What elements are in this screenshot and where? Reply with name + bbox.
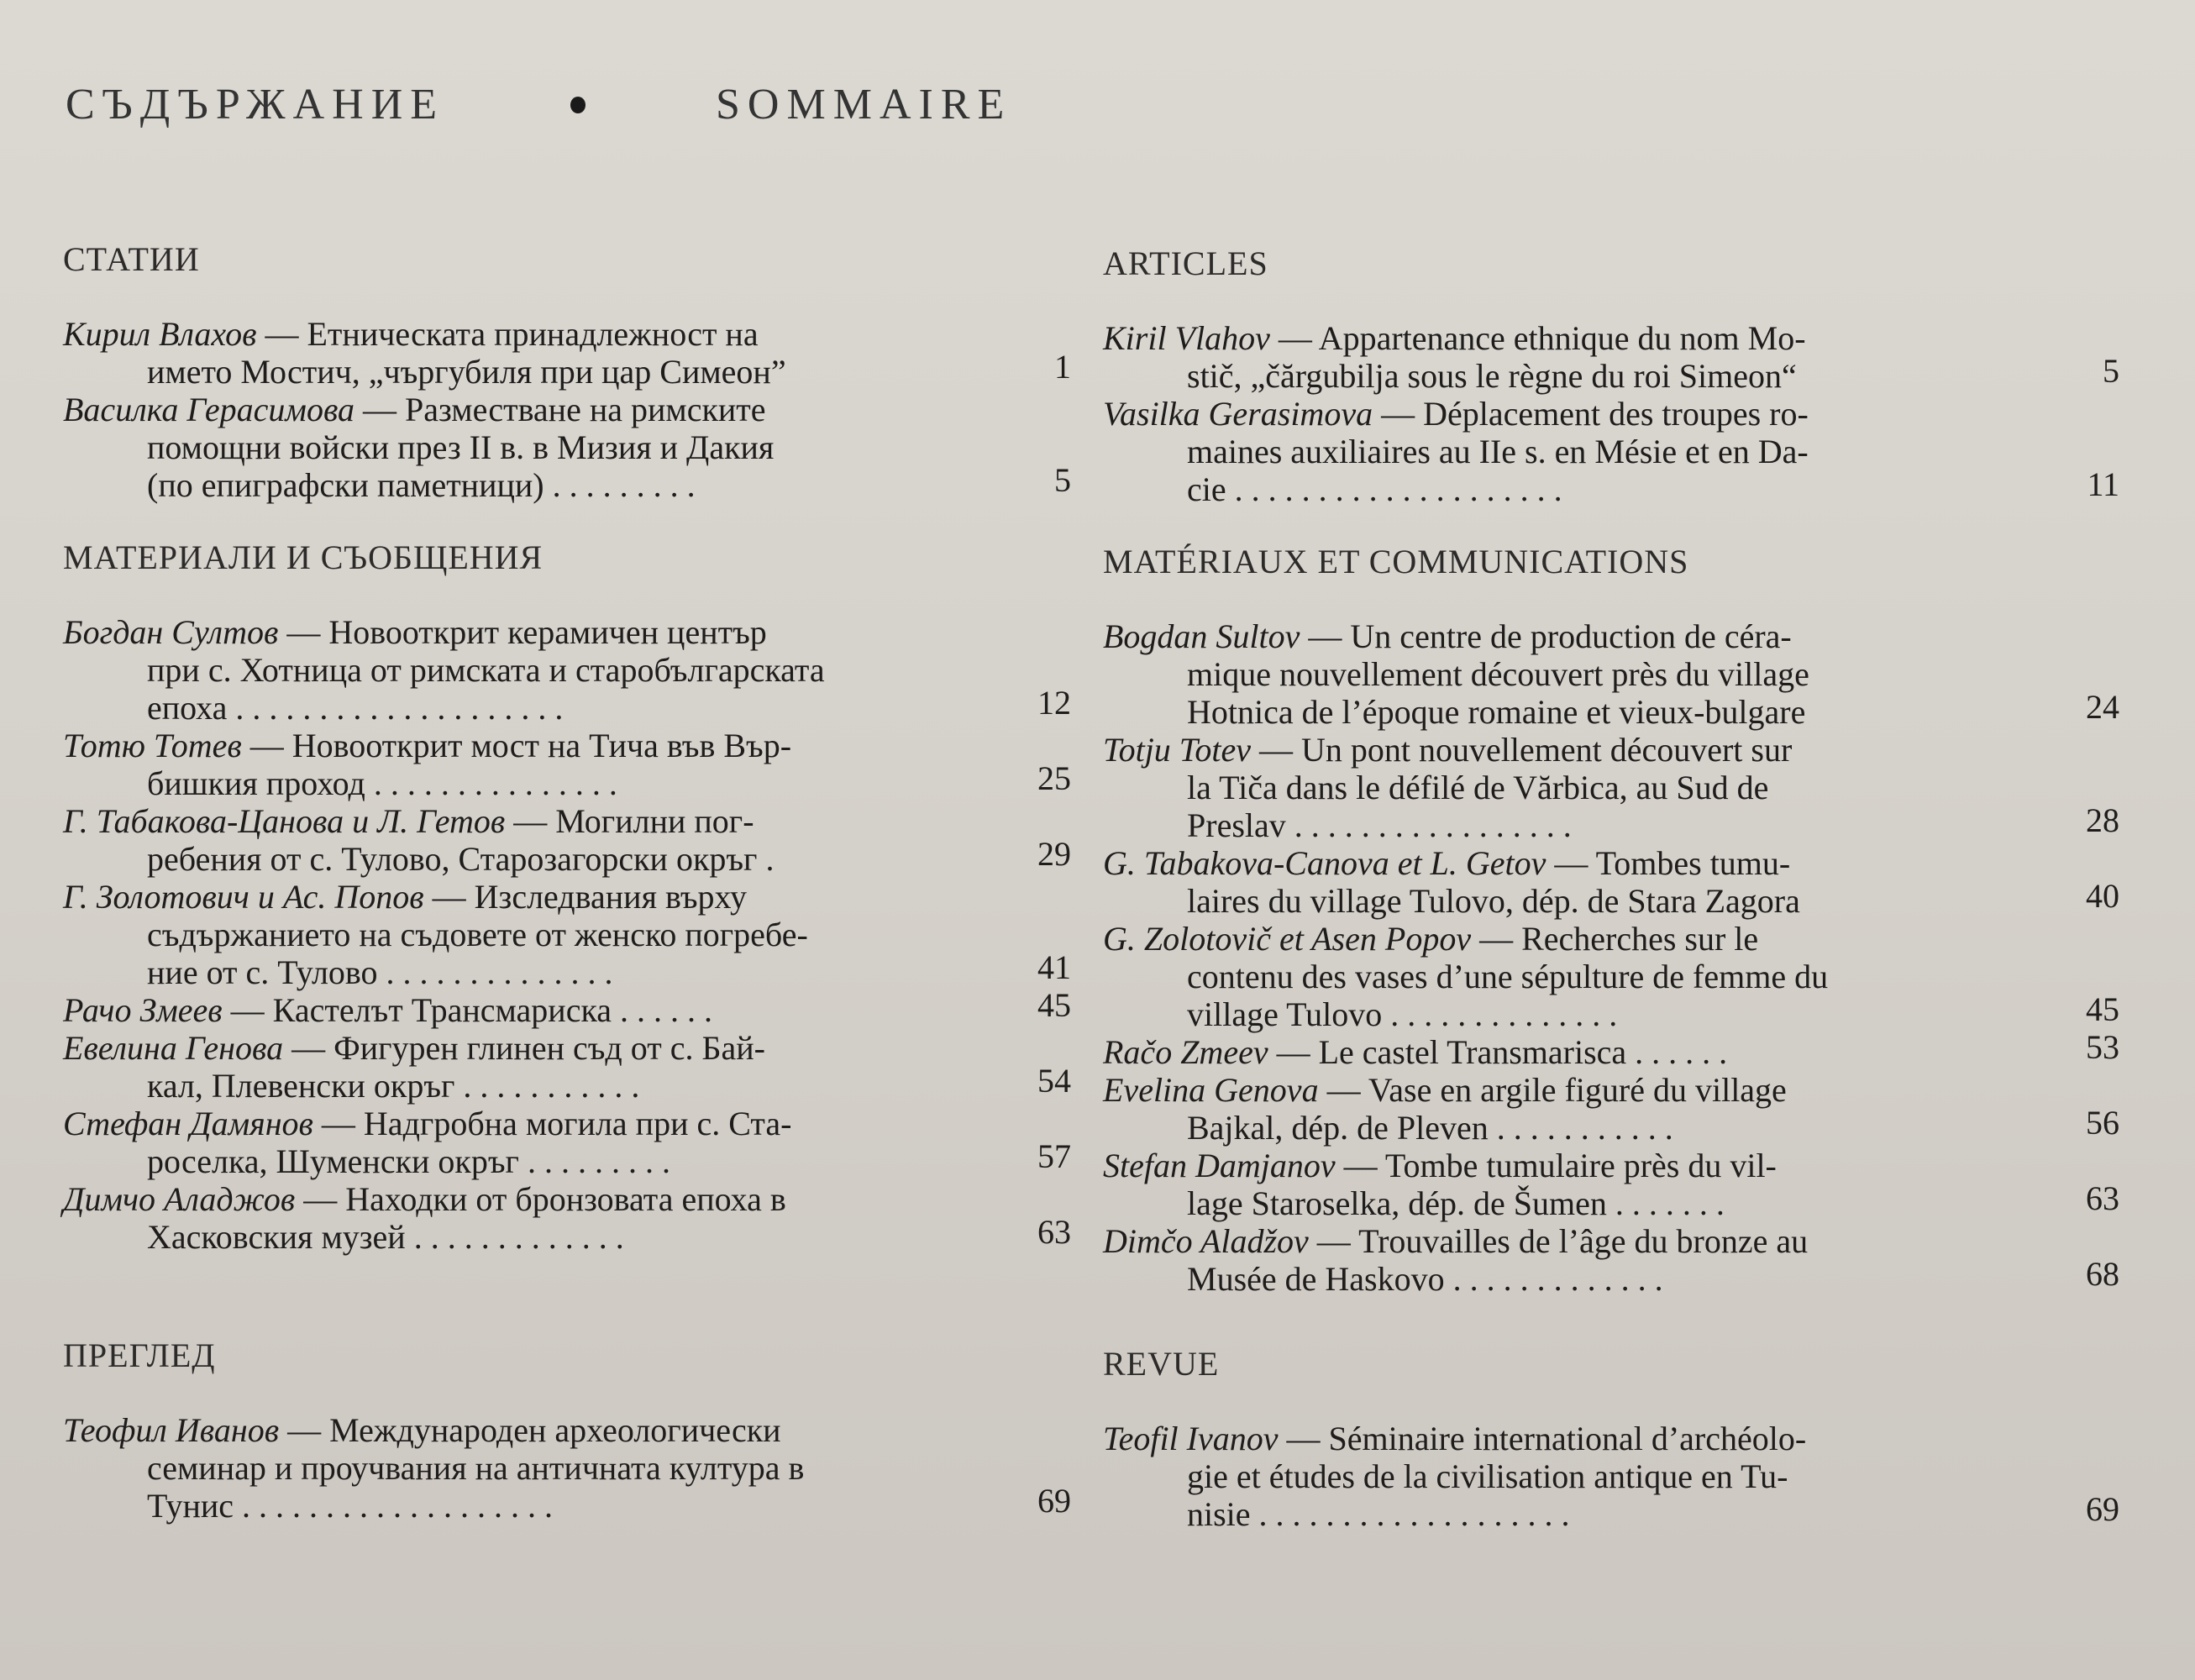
entry-author: Богдан Султов	[63, 613, 279, 651]
entry-text	[63, 1411, 983, 1525]
page-number: 63	[1037, 1213, 1071, 1251]
entry-line	[63, 1105, 983, 1142]
entry-line	[63, 1142, 983, 1180]
entry-author: Račo Zmeev	[1103, 1033, 1268, 1071]
entry-title-text: — Надгробна могила при с. Ста-	[321, 1105, 792, 1142]
entry-text	[63, 802, 983, 878]
entry-text	[1103, 731, 2023, 844]
entry-author: Кирил Влахов	[63, 315, 257, 353]
toc-entry[interactable]	[1103, 920, 2136, 1033]
entry-title-text: nisie . . . . . . . . . . . . . . . . . . .	[1187, 1495, 1570, 1533]
contents-column-french	[1103, 244, 2136, 1567]
entry-text	[1103, 1420, 2023, 1533]
entry-title-text: — Tombes tumu-	[1554, 844, 1791, 882]
entry-text	[63, 991, 983, 1029]
toc-section	[1103, 1344, 2136, 1533]
entry-author: Dimčo Aladžov	[1103, 1222, 1309, 1260]
toc-section	[63, 1336, 1088, 1525]
page-number: 29	[1037, 835, 1071, 873]
entry-title-text: помощни войски през II в. в Мизия и Дакия	[147, 428, 775, 466]
entry-line	[1103, 882, 2023, 920]
entry-author: Рачо Змеев	[63, 991, 223, 1029]
entry-title-text: съдържанието на съдовете от женско погребе-	[147, 916, 808, 953]
entry-title-text: Хасковския музей . . . . . . . . . . . . .	[147, 1218, 624, 1256]
toc-entry[interactable]	[1103, 617, 2136, 731]
page-number: 45	[1037, 986, 1071, 1024]
entry-title-text: — Могилни пог-	[513, 802, 754, 840]
toc-entry[interactable]	[1103, 1420, 2136, 1533]
toc-entry[interactable]	[1103, 319, 2136, 395]
page-number: 54	[1037, 1062, 1071, 1100]
entry-author: Димчо Аладжов	[63, 1180, 296, 1218]
entry-line	[1103, 1420, 2023, 1457]
entry-line	[63, 764, 983, 802]
toc-entry[interactable]	[1103, 844, 2136, 920]
toc-entry[interactable]	[1103, 1222, 2136, 1298]
page-number: 5	[1054, 461, 1071, 499]
entry-text	[63, 1180, 983, 1256]
entry-line	[63, 651, 983, 689]
entry-title-text: — Vase en argile figuré du village	[1326, 1071, 1787, 1109]
entry-title-text: — Изследвания върху	[432, 878, 748, 916]
entry-author: Stefan Damjanov	[1103, 1147, 1336, 1184]
toc-entry[interactable]	[1103, 1028, 2136, 1071]
toc-entry[interactable]	[63, 1180, 1088, 1256]
entry-title-text: Тунис . . . . . . . . . . . . . . . . . . .	[147, 1487, 554, 1525]
entry-title-text: — Un pont nouvellement découvert sur	[1259, 731, 1793, 769]
entry-line	[1103, 693, 2023, 731]
entry-author: Totju Totev	[1103, 731, 1251, 769]
entry-author: Vasilka Gerasimova	[1103, 395, 1373, 433]
entry-text	[63, 613, 983, 727]
entry-line	[1103, 433, 2023, 470]
toc-entry[interactable]	[1103, 1071, 2136, 1147]
entry-text	[1103, 395, 2023, 508]
section-heading: ARTICLES	[1103, 244, 1268, 282]
entry-title-text: (по епиграфски паметници) . . . . . . . . .	[147, 466, 696, 504]
page-number: 1	[1054, 348, 1071, 386]
entry-line	[1103, 319, 2023, 357]
entry-author: G. Zolotovič et Asen Popov	[1103, 920, 1472, 958]
entry-line	[1103, 1495, 2023, 1533]
entry-title-text: — Déplacement des troupes ro-	[1381, 395, 1809, 433]
entry-title-text: laires du village Tulovo, dép. de Stara Zagora	[1187, 882, 1800, 920]
entry-line	[1103, 617, 2023, 655]
entry-line	[1103, 1109, 2023, 1147]
section-heading: MATÉRIAUX ET COMMUNICATIONS	[1103, 543, 1689, 580]
page-number: 12	[1037, 684, 1071, 722]
entry-title-text: maines auxiliaires au IIe s. en Mésie et en Da-	[1187, 433, 1809, 470]
entry-title-text: gie et études de la civilisation antique en Tu-	[1187, 1457, 1788, 1495]
entry-line	[63, 1218, 983, 1256]
page-number: 25	[1037, 759, 1071, 797]
entry-line	[63, 991, 983, 1029]
entry-title-text: — Новооткрит мост на Тича във Вър-	[249, 727, 792, 764]
toc-entry[interactable]	[63, 727, 1088, 802]
entry-line	[1103, 958, 2023, 995]
entry-title-text: la Tiča dans le défilé de Vărbica, au Sud de	[1187, 769, 1769, 806]
entry-line	[1103, 806, 2023, 844]
entry-author: Evelina Genova	[1103, 1071, 1319, 1109]
entry-line	[63, 802, 983, 840]
section-heading: ПРЕГЛЕД	[63, 1336, 216, 1374]
page-number: 5	[2103, 352, 2119, 390]
entry-title-text: Hotnica de l’époque romaine et vieux-bulgare	[1187, 693, 1806, 731]
section-heading: СТАТИИ	[63, 240, 200, 278]
entry-line	[1103, 395, 2023, 433]
entry-text	[1103, 1222, 2023, 1298]
entry-title-text: — Разместване на римските	[363, 391, 766, 428]
entry-line	[1103, 1184, 2023, 1222]
page-number: 63	[2086, 1179, 2119, 1217]
page-number: 40	[2086, 877, 2119, 915]
entry-title-text: — Recherches sur le	[1479, 920, 1759, 958]
entry-title-text: — Новооткрит керамичен център	[286, 613, 767, 651]
page-number: 69	[1037, 1482, 1071, 1520]
entry-title-text: — Le castel Transmarisca . . . . . .	[1276, 1033, 1728, 1071]
entry-author: G. Tabakova-Canova et L. Getov	[1103, 844, 1546, 882]
title-french: SOMMAIRE	[716, 81, 1012, 129]
entry-author: Василка Герасимова	[63, 391, 355, 428]
entry-line	[63, 1067, 983, 1105]
entry-line	[63, 1449, 983, 1487]
entry-title-text: — Appartenance ethnique du nom Mo-	[1278, 319, 1806, 357]
page-number: 56	[2086, 1104, 2119, 1142]
toc-entry[interactable]	[1103, 395, 2136, 508]
page-number: 68	[2086, 1255, 2119, 1293]
page-number: 69	[2086, 1490, 2119, 1528]
section-heading: REVUE	[1103, 1345, 1220, 1383]
entry-title-text: — Séminaire international d’archéolo-	[1286, 1420, 1807, 1457]
toc-entry[interactable]	[63, 802, 1088, 878]
entry-author: Г. Табакова-Цанова и Л. Гетов	[63, 802, 506, 840]
entry-title-text: stič, „čărgubilja sous le règne du roi Simeon“	[1187, 357, 1797, 395]
entry-author: Bogdan Sultov	[1103, 617, 1300, 655]
entry-title-text: епоха . . . . . . . . . . . . . . . . . . . .	[147, 689, 564, 727]
toc-entry[interactable]	[63, 878, 1088, 991]
entry-line	[1103, 769, 2023, 806]
entry-line	[63, 916, 983, 953]
section-heading: МАТЕРИАЛИ И СЪОБЩЕНИЯ	[63, 538, 543, 576]
entry-line	[63, 1180, 983, 1218]
entry-title-text: кал, Плевенски окръг . . . . . . . . . . .	[147, 1067, 640, 1105]
entry-title-text: — Находки от бронзовата епоха в	[303, 1180, 786, 1218]
entry-title-text: — Trouvailles de l’âge du bronze au	[1316, 1222, 1809, 1260]
entry-title-text: — Un centre de production de céra-	[1308, 617, 1792, 655]
entry-line	[1103, 655, 2023, 693]
page-title	[66, 80, 1011, 129]
entry-line	[1103, 995, 2023, 1033]
toc-section	[1103, 542, 2136, 1298]
entry-title-text: ние от с. Тулово . . . . . . . . . . . . . .	[147, 953, 613, 991]
entry-line	[1103, 470, 2023, 508]
toc-entry[interactable]	[63, 315, 1088, 391]
entry-line	[1103, 1071, 2023, 1109]
entry-line	[63, 953, 983, 991]
toc-entry[interactable]	[63, 613, 1088, 727]
entry-title-text: — Етническата принадлежност на	[265, 315, 759, 353]
entry-text	[1103, 1147, 2023, 1222]
entry-line	[63, 428, 983, 466]
entry-title-text: contenu des vases d’une sépulture de femme du	[1187, 958, 1829, 995]
entry-author: Kiril Vlahov	[1103, 319, 1270, 357]
page-number: 45	[2086, 990, 2119, 1028]
entry-line	[63, 840, 983, 878]
page-number: 24	[2086, 688, 2119, 726]
entry-line	[63, 727, 983, 764]
entry-author: Теофил Иванов	[63, 1411, 280, 1449]
entry-text	[1103, 920, 2023, 1033]
entry-title-text: бишкия проход . . . . . . . . . . . . . . .	[147, 764, 617, 802]
entry-text	[63, 878, 983, 991]
entry-author: Евелина Генова	[63, 1029, 284, 1067]
entry-title-text: — Фигурен глинен съд от с. Бай-	[291, 1029, 765, 1067]
toc-entry[interactable]	[1103, 731, 2136, 844]
entry-title-text: при с. Хотница от римската и старобългарската	[147, 651, 825, 689]
entry-title-text: — Кастелът Трансмариска . . . . . .	[230, 991, 713, 1029]
toc-entry[interactable]	[63, 1411, 1088, 1525]
entry-text	[63, 727, 983, 802]
title-bulgarian: СЪДЪРЖАНИЕ	[66, 81, 445, 129]
entry-line	[1103, 731, 2023, 769]
entry-title-text: ребения от с. Тулово, Старозагорски окръг .	[147, 840, 775, 878]
page-number: 28	[2086, 801, 2119, 839]
entry-author: Тотю Тотев	[63, 727, 242, 764]
bullet-separator	[570, 97, 586, 113]
entry-title-text: Musée de Haskovo . . . . . . . . . . . . .	[1187, 1260, 1663, 1298]
page-number: 57	[1037, 1137, 1071, 1175]
entry-line	[63, 466, 983, 504]
entry-line	[63, 878, 983, 916]
page-number: 53	[2086, 1028, 2119, 1066]
entry-line	[63, 1487, 983, 1525]
entry-title-text: lage Staroselka, dép. de Šumen . . . . . . .	[1187, 1184, 1725, 1222]
contents-column-bulgarian	[63, 239, 1088, 1558]
entry-line	[1103, 1033, 2023, 1071]
toc-entry[interactable]	[63, 986, 1088, 1029]
toc-section	[63, 239, 1088, 504]
entry-author: Teofil Ivanov	[1103, 1420, 1279, 1457]
entry-line	[1103, 1260, 2023, 1298]
entry-title-text: семинар и проучвания на античната култура в	[147, 1449, 805, 1487]
entry-author: Стефан Дамянов	[63, 1105, 313, 1142]
page-number: 11	[2087, 465, 2119, 503]
entry-title-text: village Tulovo . . . . . . . . . . . . . .	[1187, 995, 1618, 1033]
entry-title-text: mique nouvellement découvert près du village	[1187, 655, 1809, 693]
entry-title-text: роселка, Шуменски окръг . . . . . . . . .	[147, 1142, 670, 1180]
toc-section	[63, 538, 1088, 1256]
toc-entry[interactable]	[63, 1029, 1088, 1105]
entry-line	[1103, 920, 2023, 958]
entry-title-text: Preslav . . . . . . . . . . . . . . . . .	[1187, 806, 1572, 844]
entry-line	[63, 613, 983, 651]
entry-text	[63, 315, 983, 391]
entry-line	[1103, 844, 2023, 882]
toc-entry[interactable]	[1103, 1147, 2136, 1222]
entry-text	[1103, 1071, 2023, 1147]
entry-text	[1103, 844, 2023, 920]
entry-text	[63, 1029, 983, 1105]
entry-line	[63, 1029, 983, 1067]
entry-line	[1103, 1147, 2023, 1184]
entry-title-text: Bajkal, dép. de Pleven . . . . . . . . . . .	[1187, 1109, 1673, 1147]
entry-text	[1103, 319, 2023, 395]
entry-line	[1103, 1222, 2023, 1260]
entry-title-text: — Международен археологически	[287, 1411, 781, 1449]
entry-text	[63, 1105, 983, 1180]
toc-entry[interactable]	[63, 391, 1088, 504]
entry-line	[63, 315, 983, 353]
entry-text	[63, 391, 983, 504]
entry-author: Г. Золотович и Ас. Попов	[63, 878, 424, 916]
entry-line	[1103, 1457, 2023, 1495]
page-number: 41	[1037, 948, 1071, 986]
entry-title-text: — Tombe tumulaire près du vil-	[1343, 1147, 1777, 1184]
entry-title-text: cie . . . . . . . . . . . . . . . . . . . .	[1187, 470, 1562, 508]
entry-line	[63, 689, 983, 727]
entry-text	[1103, 617, 2023, 731]
entry-line	[63, 353, 983, 391]
entry-line	[63, 1411, 983, 1449]
toc-section	[1103, 244, 2136, 508]
entry-line	[1103, 357, 2023, 395]
toc-entry[interactable]	[63, 1105, 1088, 1180]
entry-title-text: името Мостич, „чъргубиля при цар Симеон”	[147, 353, 786, 391]
entry-text	[1103, 1033, 2023, 1071]
entry-line	[63, 391, 983, 428]
